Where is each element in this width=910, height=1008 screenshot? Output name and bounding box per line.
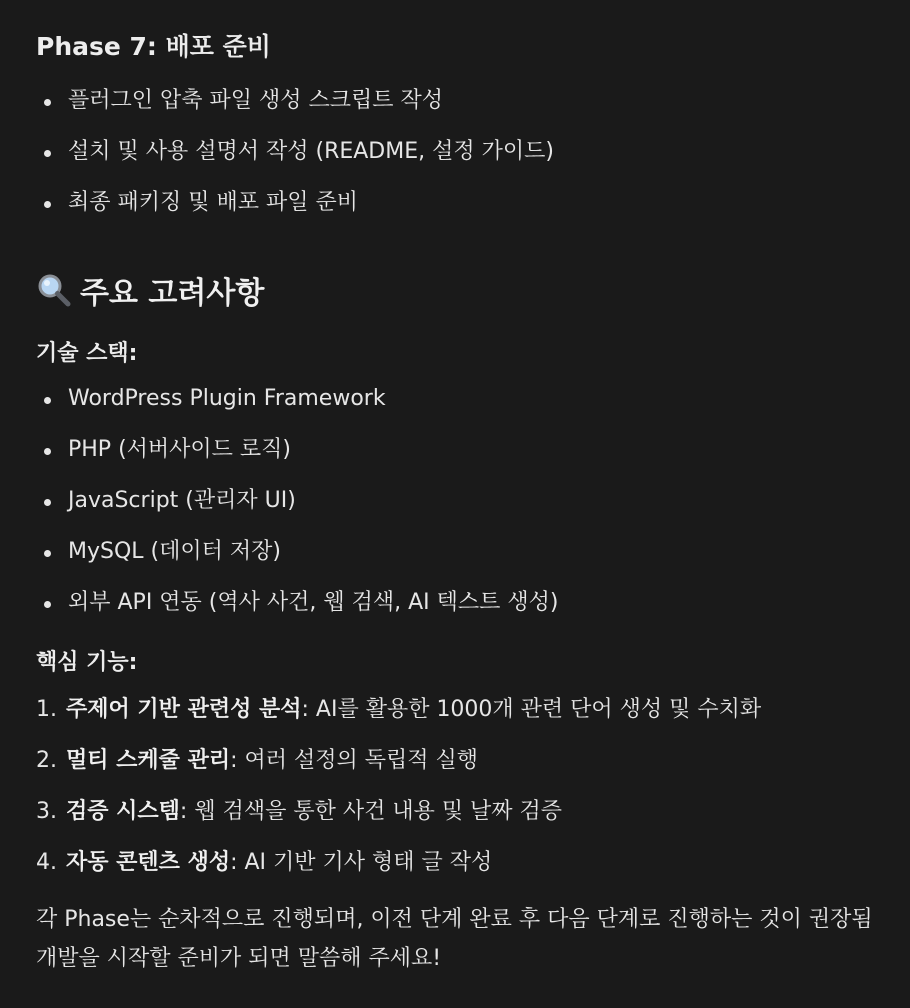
item-description: : AI 기반 기사 형태 글 작성 [230,850,493,875]
item-description: : 여러 설정의 독립적 실행 [230,748,478,773]
core-features-label: 핵심 기능: [36,650,138,675]
magnifier-icon [36,272,72,308]
list-item [40,435,558,486]
bullet-icon [44,150,51,157]
considerations-heading [36,268,264,312]
item-description: : AI를 활용한 1000개 관련 단어 생성 및 수치화 [301,697,762,722]
list-item-text: 최종 패키징 및 배포 파일 준비 [68,190,358,215]
list-item [40,384,558,435]
numbered-item [36,847,761,898]
closing-line: 개발을 시작할 준비가 되면 말씀해 주세요! [36,946,442,971]
numbered-item [36,796,761,847]
item-description: : 웹 검색을 통한 사건 내용 및 날짜 검증 [179,799,563,824]
list-item-text: WordPress Plugin Framework [68,386,386,411]
bullet-icon [44,499,51,506]
item-title: 멀티 스케줄 관리 [66,748,231,773]
list-item-text: 설치 및 사용 설명서 작성 (README, 설정 가이드) [68,139,554,164]
item-title: 주제어 기반 관련성 분석 [66,697,302,722]
bullet-icon [44,601,51,608]
list-item [40,486,558,537]
tech-stack-label: 기술 스택: [36,341,138,366]
bullet-icon [44,397,51,404]
list-item [40,537,558,588]
item-number: 3. [36,799,57,824]
list-item [40,188,554,239]
closing-paragraph [36,900,910,978]
phase-7-list [40,86,554,239]
core-features-list [36,694,761,898]
list-item [40,588,558,639]
item-title: 검증 시스템 [66,799,180,824]
item-title: 자동 콘텐츠 생성 [66,850,231,875]
list-item-text: 플러그인 압축 파일 생성 스크립트 작성 [68,88,443,113]
list-item [40,137,554,188]
list-item-text: 외부 API 연동 (역사 사건, 웹 검색, AI 텍스트 생성) [68,590,559,615]
numbered-item [36,745,761,796]
item-number: 4. [36,850,57,875]
bullet-icon [44,201,51,208]
tech-stack-list [40,384,558,639]
list-item-text: MySQL (데이터 저장) [68,539,281,564]
considerations-heading-text: 주요 고려사항 [80,276,265,311]
item-number: 1. [36,697,57,722]
list-item-text: PHP (서버사이드 로직) [68,437,291,462]
item-number: 2. [36,748,57,773]
list-item [40,86,554,137]
phase-7-heading: Phase 7: 배포 준비 [36,32,271,61]
list-item-text: JavaScript (관리자 UI) [68,488,296,513]
closing-line: 각 Phase는 순차적으로 진행되며, 이전 단계 완료 후 다음 단계로 진행하는 것이 권장됨 [36,907,873,932]
bullet-icon [44,550,51,557]
bullet-icon [44,99,51,106]
bullet-icon [44,448,51,455]
numbered-item [36,694,761,745]
